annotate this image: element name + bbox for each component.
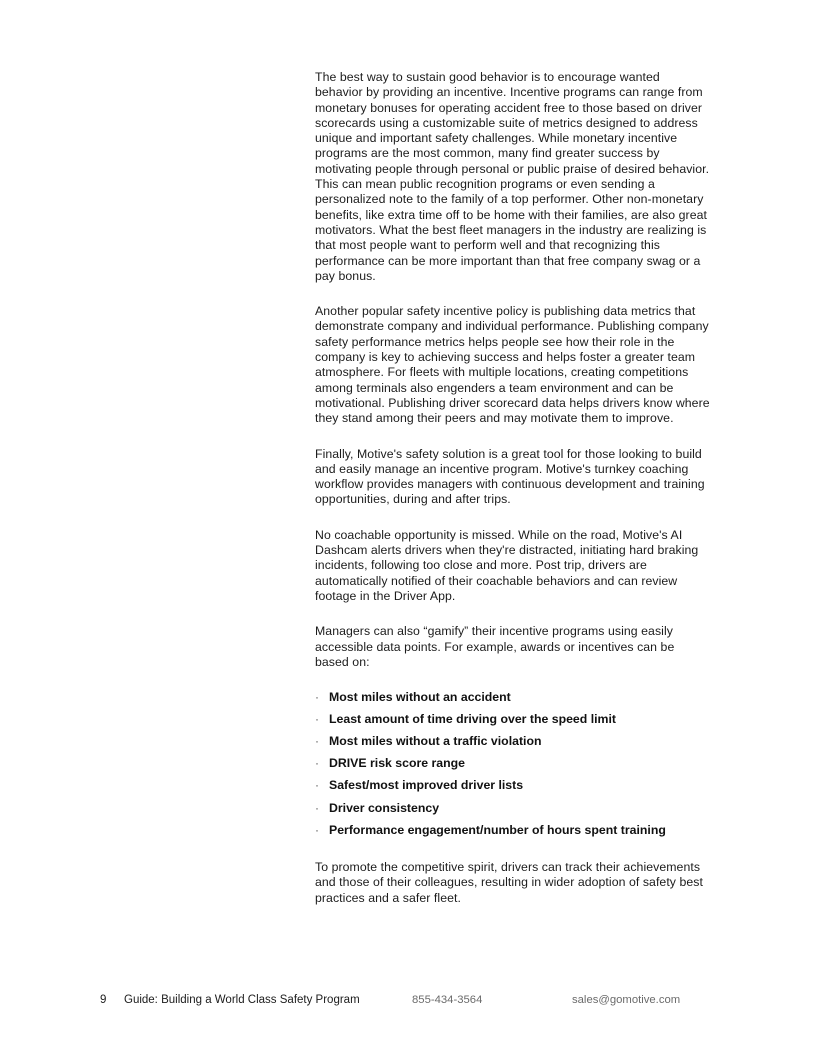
bullet-icon: · bbox=[315, 712, 319, 727]
list-item-label: Driver consistency bbox=[329, 800, 440, 815]
paragraph-4: No coachable opportunity is missed. While on the road, Motive's AI Dashcam alerts drivers when they're distracted, initiating hard braking incidents, following too close and more. Post trip, drivers are automatically notified of their coachable behaviors and can review footage in the Driver App. bbox=[315, 527, 699, 603]
list-item-label: Least amount of time driving over the speed limit bbox=[329, 712, 616, 727]
list-item bbox=[315, 778, 710, 793]
page-number: 9 bbox=[100, 994, 107, 1006]
document-body bbox=[315, 70, 710, 906]
closing-paragraph: To promote the competitive spirit, drivers can track their achievements and those of their colleagues, resulting in wider adoption of safety best practices and a safer fleet. bbox=[315, 859, 703, 905]
list-item-label: Safest/most improved driver lists bbox=[329, 778, 524, 793]
bullet-icon: · bbox=[315, 734, 319, 749]
list-item-label: DRIVE risk score range bbox=[329, 756, 466, 771]
list-item-label: Most miles without an accident bbox=[329, 690, 511, 705]
footer-email[interactable]: sales@gomotive.com bbox=[572, 994, 681, 1006]
list-item bbox=[315, 734, 710, 749]
list-item bbox=[315, 756, 710, 771]
bullet-icon: · bbox=[315, 778, 319, 793]
list-item bbox=[315, 690, 710, 705]
footer-title: Guide: Building a World Class Safety Program bbox=[124, 994, 360, 1006]
list-item bbox=[315, 823, 710, 838]
bullet-icon: · bbox=[315, 756, 319, 771]
paragraph-5: Managers can also “gamify” their incentive programs using easily accessible data points. For example, awards or incentives can be based on: bbox=[315, 624, 675, 669]
incentive-criteria-list bbox=[315, 690, 710, 838]
list-item bbox=[315, 801, 710, 816]
bullet-icon: · bbox=[315, 822, 319, 837]
paragraph-3: Finally, Motive's safety solution is a great tool for those looking to build and easily manage an incentive program. Motive's turnkey coaching workflow provides managers with continuous development and training opportunities, during and after trips. bbox=[315, 446, 705, 507]
list-item-label: Most miles without a traffic violation bbox=[329, 734, 542, 749]
bullet-icon: · bbox=[315, 800, 319, 815]
list-item-label: Performance engagement/number of hours spent training bbox=[329, 822, 666, 837]
bullet-icon: · bbox=[315, 690, 319, 705]
list-item bbox=[315, 712, 710, 727]
paragraph-2: Another popular safety incentive policy is publishing data metrics that demonstrate company and individual performance. Publishing company safety performance metrics helps people see how their role in the company is key to achieving success and helps foster a greater team atmosphere. For fleets with multiple locations, creating competitions among terminals also engenders a team environment and can be motivational. Publishing driver scorecard data helps drivers know where they stand among their peers and may motivate them to improve. bbox=[315, 304, 710, 426]
footer-phone[interactable]: 855-434-3564 bbox=[412, 994, 483, 1006]
page-footer bbox=[0, 994, 816, 1012]
paragraph-1: The best way to sustain good behavior is to encourage wanted behavior by providing an incentive. Incentive programs can range from monetary bonuses for operating accident free to those based on driver scorecards using a customizable suite of metrics designed to address unique and important safety challenges. While monetary incentive programs are the most common, many find greater success by motivating people through personal or public praise of desired behavior. This can mean public recognition programs or even sending a personalized note to the family of a top performer. Other non-monetary benefits, like extra time off to be home with their families, are also great motivators. What the best fleet managers in the industry are realizing is that most people want to perform well and that recognizing this performance can be more important than that free company swag or a pay bonus. bbox=[315, 70, 710, 283]
